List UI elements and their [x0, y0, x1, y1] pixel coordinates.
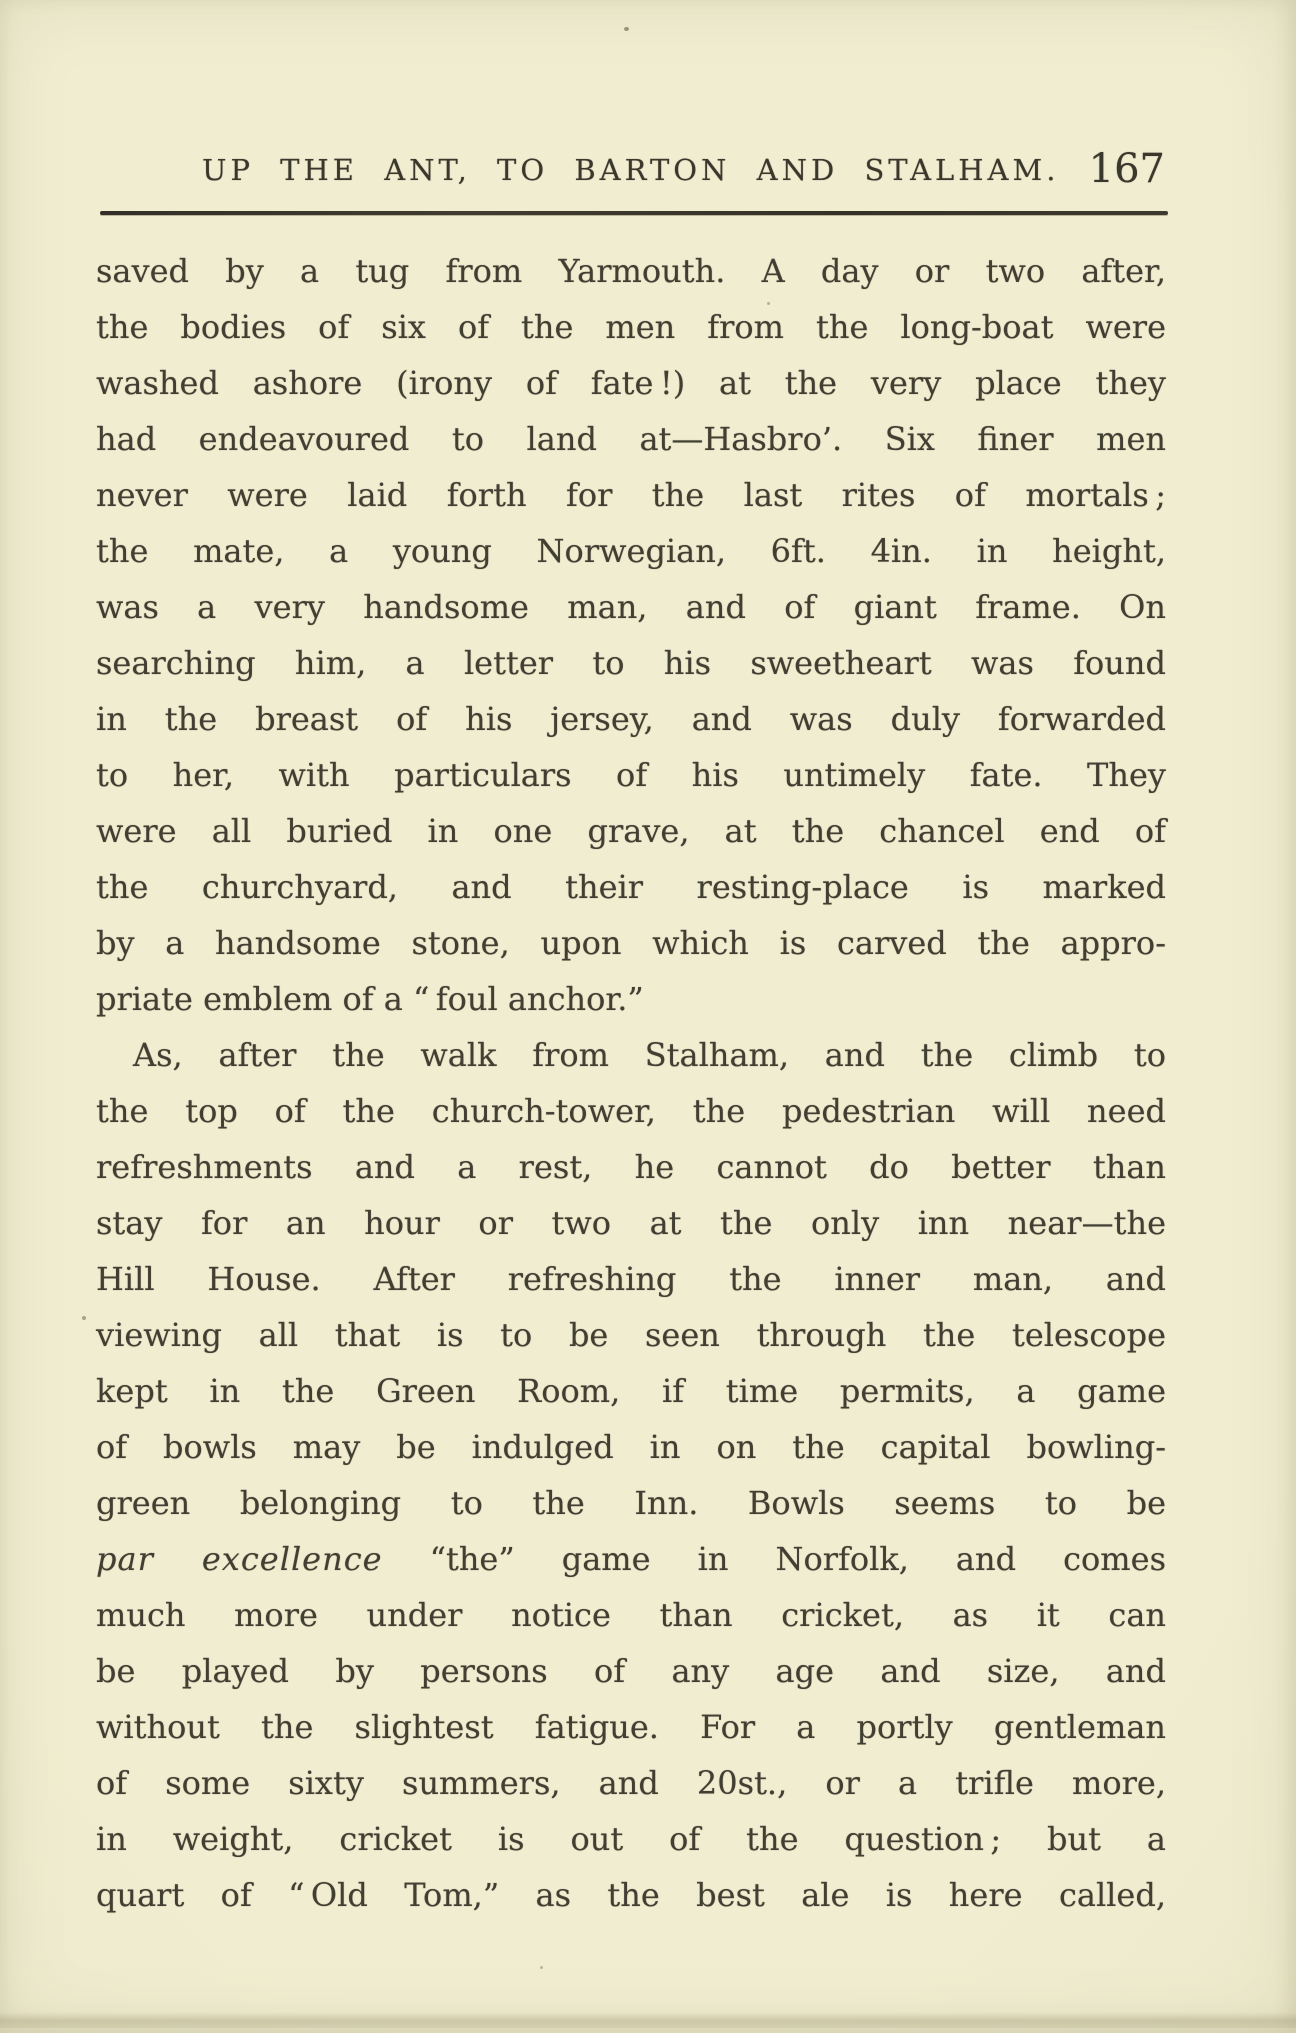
- text-line: saved by a tug from Yarmouth. A day or two after,: [96, 252, 1166, 290]
- text-line: in weight, cricket is out of the question ; but a: [96, 1820, 1166, 1858]
- text-line: the churchyard, and their resting-place is marked: [96, 868, 1166, 906]
- text-line: of some sixty summers, and 20st., or a trifle more,: [96, 1764, 1166, 1802]
- text-line: kept in the Green Room, if time permits, a game: [96, 1372, 1166, 1410]
- text-line: quart of “ Old Tom,” as the best ale is here called,: [96, 1876, 1166, 1914]
- scan-speck: [624, 27, 629, 31]
- text-line: priate emblem of a “ foul anchor.”: [96, 980, 644, 1018]
- text-line: never were laid forth for the last rites of mortals ;: [96, 476, 1166, 514]
- text-line: of bowls may be indulged in on the capital bowling-: [96, 1428, 1166, 1466]
- text-line: by a handsome stone, upon which is carved the appro-: [96, 924, 1166, 962]
- body-text: [96, 243, 1166, 1923]
- text-line: viewing all that is to be seen through the telescope: [96, 1316, 1166, 1354]
- text-line: stay for an hour or two at the only inn near—the: [96, 1204, 1166, 1242]
- header-rule: [100, 211, 1168, 215]
- text-line: in the breast of his jersey, and was duly forwarded: [96, 700, 1166, 738]
- text-line: Hill House. After refreshing the inner man, and: [96, 1260, 1166, 1298]
- text-line: searching him, a letter to his sweetheart was found: [96, 644, 1166, 682]
- text-line: without the slightest fatigue. For a portly gentleman: [96, 1708, 1166, 1746]
- text-line: green belonging to the Inn. Bowls seems to be: [96, 1484, 1166, 1522]
- scan-speck: [540, 1966, 543, 1969]
- scan-bottom-shadow: [0, 2012, 1296, 2028]
- text-line: the mate, a young Norwegian, 6ft. 4in. in height,: [96, 532, 1166, 570]
- text-line: be played by persons of any age and size, and: [96, 1652, 1166, 1690]
- page-number: 167: [1088, 146, 1165, 192]
- text-line: the top of the church-tower, the pedestrian will need: [96, 1092, 1166, 1130]
- text-line: refreshments and a rest, he cannot do better than: [96, 1148, 1166, 1186]
- text-line: had endeavoured to land at—Hasbro’. Six finer men: [96, 420, 1166, 458]
- text-line: washed ashore (irony of fate !) at the very place they: [96, 364, 1166, 402]
- scan-speck: [82, 1316, 86, 1320]
- text-line: As, after the walk from Stalham, and the climb to: [133, 1036, 1166, 1074]
- running-header-title: UP THE ANT, TO BARTON AND STALHAM.: [202, 153, 1060, 187]
- text-line: the bodies of six of the men from the long-boat were: [96, 308, 1166, 346]
- scan-speck: [767, 302, 770, 305]
- text-line: to her, with particulars of his untimely fate. They: [96, 756, 1166, 794]
- text-line: much more under notice than cricket, as it can: [96, 1596, 1166, 1634]
- text-line: par excellence “the” game in Norfolk, and comes: [96, 1540, 1167, 1578]
- text-line: was a very handsome man, and of giant frame. On: [96, 588, 1166, 626]
- text-line: were all buried in one grave, at the chancel end of: [96, 812, 1166, 850]
